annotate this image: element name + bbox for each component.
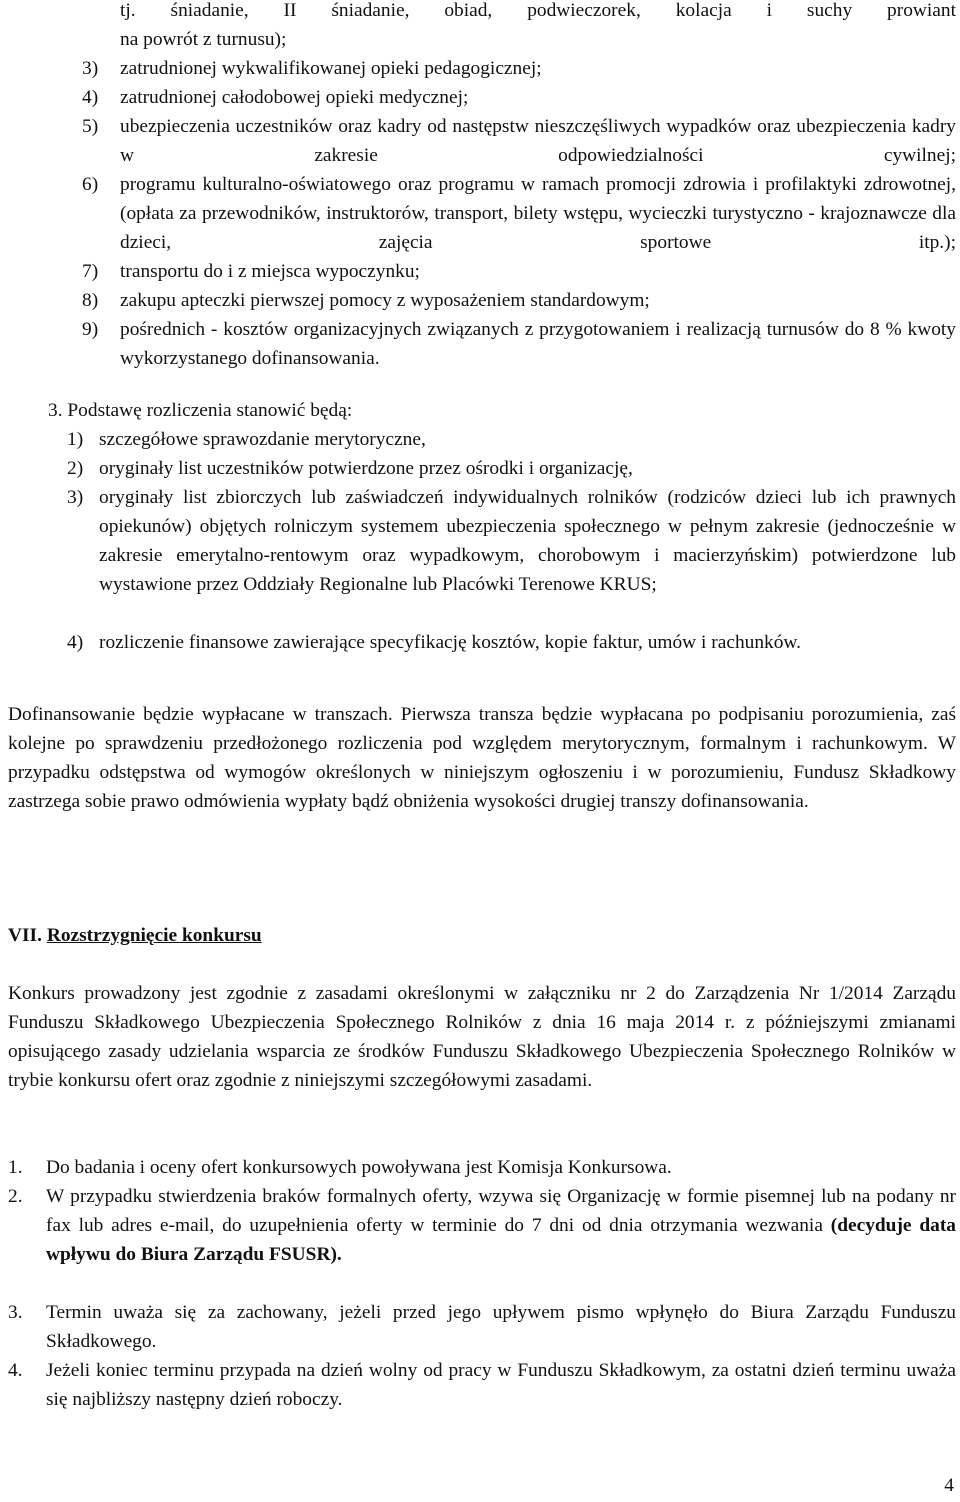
list-number: 8) bbox=[82, 290, 99, 311]
item-text: Do badania i oceny ofert konkursowych powoływana jest Komisja Konkursowa. bbox=[46, 1157, 672, 1178]
list-text: oryginały list uczestników potwierdzone przez ośrodki i organizację, bbox=[99, 458, 633, 479]
numbered-item bbox=[8, 1153, 956, 1182]
item-number: 3. bbox=[8, 1302, 23, 1323]
list-item bbox=[82, 257, 956, 286]
numbered-item bbox=[8, 1356, 956, 1414]
section-3-heading: 3. Podstawę rozliczenia stanowić będą: bbox=[48, 400, 353, 421]
section-7-title: Rozstrzygnięcie konkursu bbox=[46, 925, 262, 946]
list-text: rozliczenie finansowe zawierające specyfikację kosztów, kopie faktur, umów i rachunków. bbox=[99, 632, 802, 653]
list-number: 9) bbox=[82, 319, 99, 340]
list-item bbox=[82, 83, 956, 112]
continuation-line-2: na powrót z turnusu); bbox=[120, 29, 287, 50]
continuation-line-1: tj. śniadanie, II śniadanie, obiad, podwieczorek, kolacja i suchy prowiant bbox=[120, 0, 956, 21]
item-text: Jeżeli koniec terminu przypada na dzień wolny od pracy w Funduszu Składkowym, za ostatni dzień terminu uważa się najbliższy następny dzień roboczy. bbox=[46, 1360, 956, 1410]
list-text: zakupu apteczki pierwszej pomocy z wyposażeniem standardowym; bbox=[120, 290, 650, 311]
list-item bbox=[82, 286, 956, 315]
list-number: 3) bbox=[82, 58, 99, 79]
list-item bbox=[82, 112, 956, 170]
payment-paragraph: Dofinansowanie będzie wypłacane w transzach. Pierwsza transza będzie wypłacana po podpisaniu porozumienia, zaś kolejne po sprawdzeniu przedłożonego rozliczenia pod względem merytorycznym, formalnym i rachunkowym. W przypadku odstępstwa od wymogów określonych w niniejszym ogłoszeniu i w porozumieniu, Fundusz Składkowy zastrzega sobie prawo odmówienia wypłaty bądź obniżenia wysokości drugiej transzy dofinansowania. bbox=[8, 704, 956, 812]
list-number: 4) bbox=[82, 87, 99, 108]
list-item-continuation bbox=[120, 0, 956, 54]
page-number: 4 bbox=[944, 1475, 954, 1496]
list-item bbox=[67, 628, 956, 657]
item-text-regular: W przypadku stwierdzenia braków formalnych oferty, wzywa się Organizację w formie pisemnej lub na podany nr fax lub adres e-mail, do uzupełnienia oferty w terminie do 7 dni od dnia otrzymania wezwania bbox=[46, 1186, 956, 1236]
list-text: pośrednich - kosztów organizacyjnych związanych z przygotowaniem i realizacją turnusów do 8 % kwoty wykorzystanego dofinansowania. bbox=[120, 319, 956, 369]
list-item bbox=[82, 170, 956, 257]
item-text: Termin uważa się za zachowany, jeżeli przed jego upływem pismo wpłynęło do Biura Zarządu Funduszu Składkowego. bbox=[46, 1302, 956, 1352]
list-text: transportu do i z miejsca wypoczynku; bbox=[120, 261, 420, 282]
list-item bbox=[82, 54, 956, 83]
list-number: 2) bbox=[67, 458, 84, 479]
list-number: 5) bbox=[82, 116, 99, 137]
numbered-item bbox=[8, 1298, 956, 1356]
item-number: 1. bbox=[8, 1157, 23, 1178]
numbered-item bbox=[8, 1182, 956, 1269]
item-number: 4. bbox=[8, 1360, 23, 1381]
section-7-number: VII. bbox=[8, 925, 42, 946]
list-number: 4) bbox=[67, 632, 84, 653]
list-item bbox=[67, 425, 956, 454]
list-text: szczegółowe sprawozdanie merytoryczne, bbox=[99, 429, 426, 450]
list-text: zatrudnionej całodobowej opieki medycznej; bbox=[120, 87, 469, 108]
item-number: 2. bbox=[8, 1186, 23, 1207]
list-text: oryginały list zbiorczych lub zaświadczeń indywidualnych rolników (rodziców dzieci lub ich prawnych opiekunów) objętych rolniczym systemem ubezpieczenia społecznego w pełnym zakresie (jednocześnie w zakresie emerytalno-rentowym oraz wypadkowym, chorobowym i macierzyńskim) potwierdzone lub wystawione przez Oddziały Regionalne lub Placówki Terenowe KRUS; bbox=[99, 487, 956, 595]
list-number: 3) bbox=[67, 487, 84, 508]
section-7-intro: Konkurs prowadzony jest zgodnie z zasadami określonymi w załączniku nr 2 do Zarządzenia Nr 1/2014 Zarządu Funduszu Składkowego Ubezpieczenia Społecznego Rolników z dnia 16 maja 2014 r. z późniejszymi zmianami opisującego zasady udzielania wsparcia ze środków Funduszu Składkowego Ubezpieczenia Społecznego Rolników w trybie konkursu ofert oraz zgodnie z niniejszymi szczegółowymi zasadami. bbox=[8, 983, 956, 1091]
list-item bbox=[82, 315, 956, 373]
item-text-bold: (decyduje data wpływu do Biura Zarządu FSUSR). bbox=[46, 1215, 956, 1265]
list-number: 1) bbox=[67, 429, 84, 450]
list-text: zatrudnionej wykwalifikowanej opieki pedagogicznej; bbox=[120, 58, 542, 79]
list-text: ubezpieczenia uczestników oraz kadry od następstw nieszczęśliwych wypadków oraz ubezpieczenia kadry w zakresie odpowiedzialności cywilnej; bbox=[120, 116, 956, 166]
list-number: 7) bbox=[82, 261, 99, 282]
list-item bbox=[67, 454, 956, 483]
list-item bbox=[67, 483, 956, 599]
list-number: 6) bbox=[82, 174, 99, 195]
section-7-heading bbox=[8, 921, 262, 950]
item-text bbox=[46, 1182, 956, 1269]
list-text: programu kulturalno-oświatowego oraz programu w ramach promocji zdrowia i profilaktyki zdrowotnej, (opłata za przewodników, instruktorów, transport, bilety wstępu, wycieczki turystyczno - krajoznawcze dla dzieci, zajęcia sportowe itp.); bbox=[120, 174, 956, 253]
